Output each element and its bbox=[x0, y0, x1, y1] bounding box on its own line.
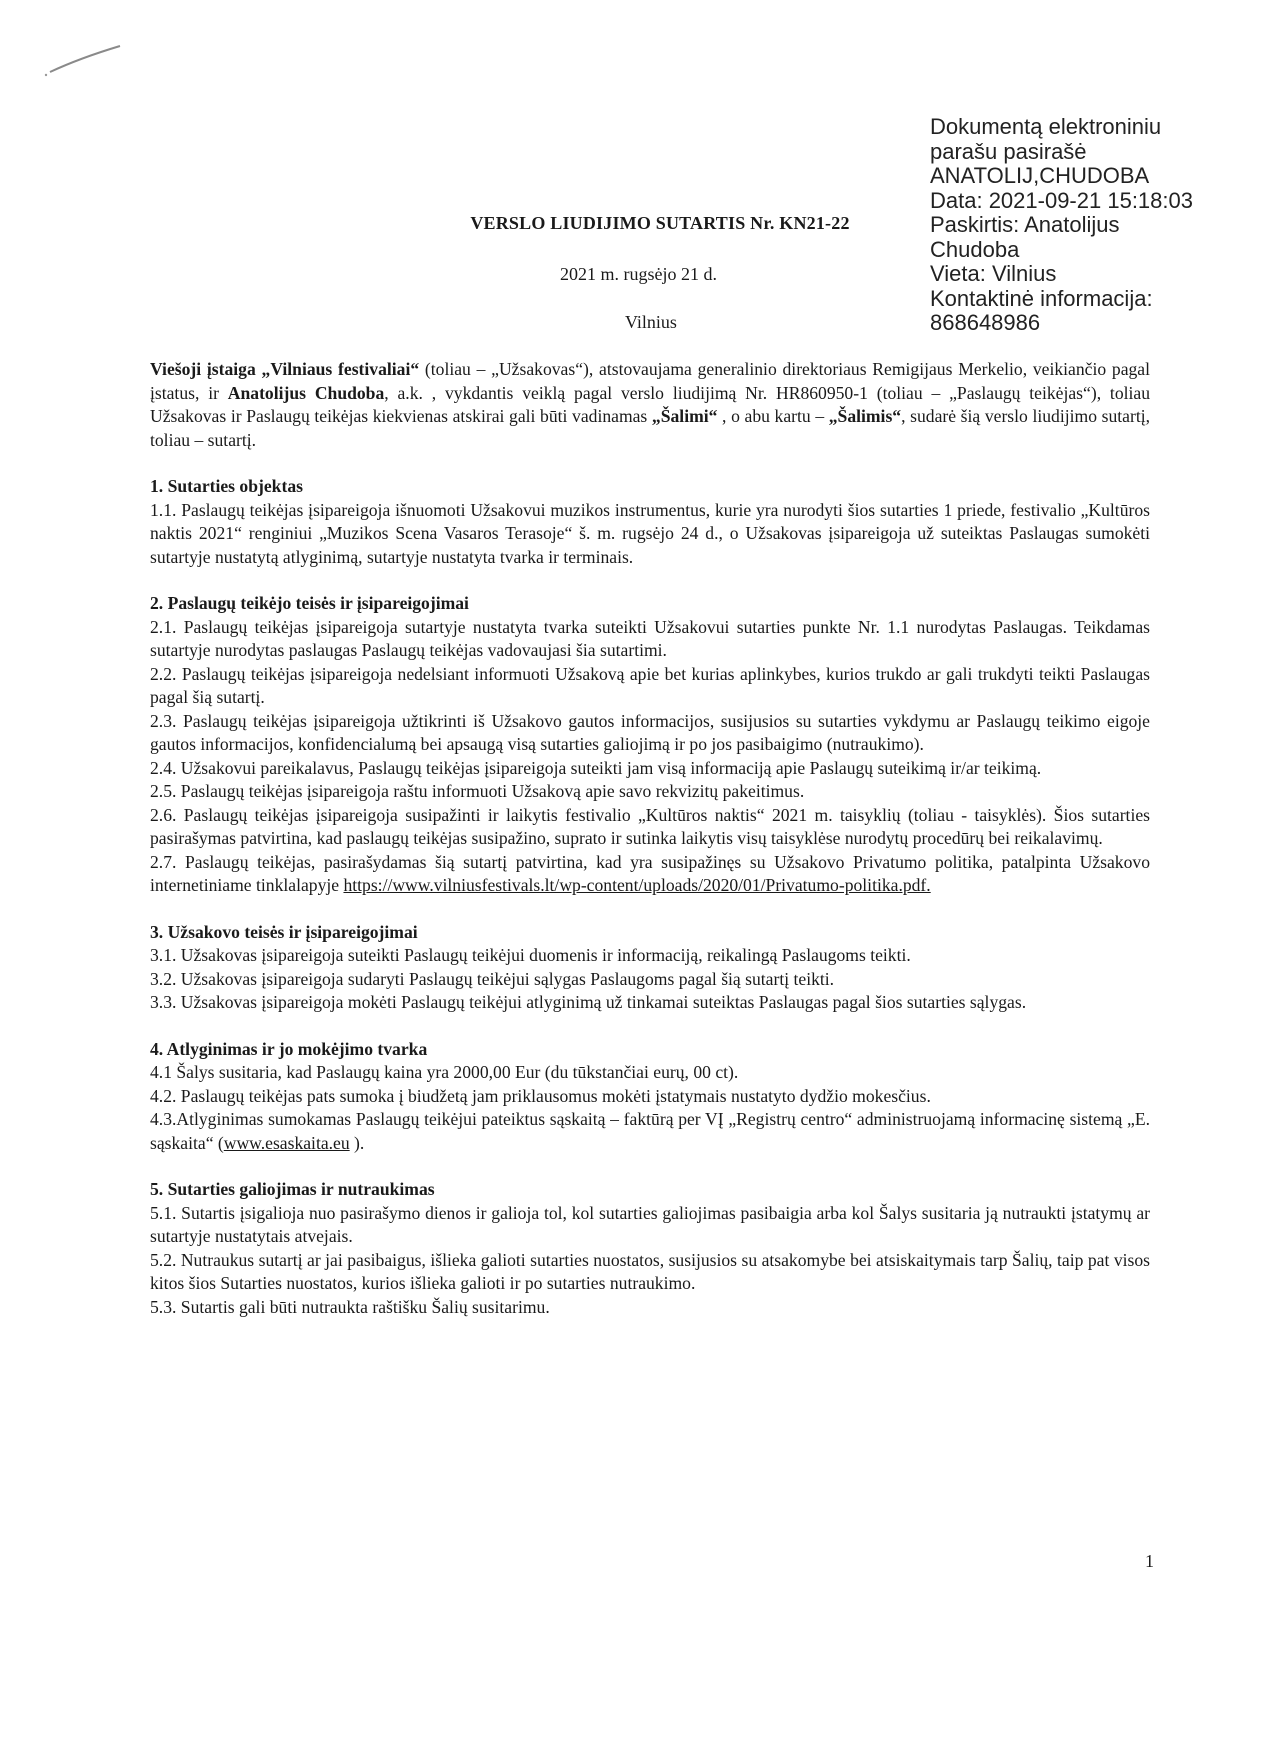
intro-text: , o abu kartu – bbox=[717, 406, 829, 426]
section-heading: 2. Paslaugų teikėjo teisės ir įsipareigojimai bbox=[150, 593, 469, 613]
stamp-line: Dokumentą elektroniniu bbox=[930, 114, 1162, 139]
privacy-policy-link[interactable]: https://www.vilniusfestivals.lt/wp-content/uploads/2020/01/Privatumo-politika.pdf. bbox=[343, 875, 931, 895]
clause: 2.1. Paslaugų teikėjas įsipareigoja sutartyje nustatyta tvarka suteikti Užsakovui sutarties punkte Nr. 1.1 nurodytas Paslaugas. Teikdamas sutartyje nurodytas paslaugas Paslaugų teikėjas vadovaujasi šia sutartimi. bbox=[150, 616, 1150, 660]
term-salimi: „Šalimi“ bbox=[651, 406, 718, 426]
section-heading: 1. Sutarties objektas bbox=[150, 476, 303, 496]
stamp-line: Chudoba bbox=[930, 236, 1020, 262]
clause-text: ). bbox=[349, 1132, 365, 1153]
document-date: 2021 m. rugsėjo 21 d. bbox=[560, 264, 717, 284]
clause: 3.3. Užsakovas įsipareigoja mokėti Paslaugų teikėjui atlyginimą už tinkamai suteiktas Paslaugas pagal šios sutarties sąlygas. bbox=[150, 992, 1027, 1012]
stamp-line: ANATOLIJ,CHUDOBA bbox=[930, 163, 1150, 188]
clause: 3.2. Užsakovas įsipareigoja sudaryti Paslaugų teikėjui sąlygas Paslaugoms pagal šią sutartį teikti. bbox=[150, 968, 835, 989]
clause: 4.2. Paslaugų teikėjas pats sumoka į biudžetą jam priklausomus mokėti įstatymais nustatyto dydžio mokesčius. bbox=[150, 1085, 931, 1106]
stamp-line: parašu pasirašė bbox=[930, 138, 1087, 164]
clause: 5.1. Sutartis įsigalioja nuo pasirašymo dienos ir galioja tol, kol sutarties galiojimas pasibaigia arba kol Šalys susitaria ją nutraukti įstatymų ar sutartyje nustatytais atvejais. bbox=[150, 1202, 1150, 1246]
document-city: Vilnius bbox=[625, 312, 677, 332]
section-heading: 3. Užsakovo teisės ir įsipareigojimai bbox=[150, 921, 418, 942]
stamp-line: 868648986 bbox=[930, 310, 1041, 335]
stamp-line: Paskirtis: Anatolijus bbox=[930, 212, 1120, 237]
clause: 2.4. Užsakovui pareikalavus, Paslaugų teikėjas įsipareigoja suteikti jam visą informaciją apie Paslaugų suteikimą ir/ar teikimą. bbox=[150, 757, 1042, 778]
clause: 2.6. Paslaugų teikėjas įsipareigoja susipažinti ir laikytis festivalio „Kultūros naktis“ 2021 m. taisyklių (toliau - taisyklės). Šios sutarties pasirašymas patvirtina, kad paslaugų teikėjas susipažino, suprato ir sutinka laikytis visų taisyklėse nurodytų procedūrų bei reikalavimų. bbox=[150, 804, 1150, 848]
stamp-line: Vieta: Vilnius bbox=[930, 261, 1057, 286]
e-signature-stamp bbox=[930, 115, 1240, 336]
clause: 2.3. Paslaugų teikėjas įsipareigoja užtikrinti iš Užsakovo gautos informacijos, susijusios su sutarties vykdymu ar Paslaugų teikimo eigoje gautos informacijos, konfidencialumą bei apsaugą visą sutarties galiojimą ir po jos pasibaigimo (nutraukimo). bbox=[150, 710, 1150, 754]
section-heading: 4. Atlyginimas ir jo mokėjimo tvarka bbox=[150, 1038, 428, 1059]
contract-body bbox=[150, 358, 1150, 1319]
page-number: 1 bbox=[1145, 1551, 1154, 1571]
section-heading: 5. Sutarties galiojimas ir nutraukimas bbox=[150, 1179, 435, 1199]
esaskaita-link[interactable]: www.esaskaita.eu bbox=[223, 1132, 350, 1153]
clause: 3.1. Užsakovas įsipareigoja suteikti Paslaugų teikėjui duomenis ir informaciją, reikalingą Paslaugoms teikti. bbox=[150, 945, 911, 965]
term-salimis: „Šalimis“ bbox=[828, 406, 902, 426]
clause: 2.5. Paslaugų teikėjas įsipareigoja raštu informuoti Užsakovą apie savo rekvizitų pakeitimus. bbox=[150, 781, 805, 801]
intro-paragraph bbox=[150, 358, 1150, 452]
clause: 4.1 Šalys susitaria, kad Paslaugų kaina yra 2000,00 Eur (du tūkstančiai eurų, 00 ct). bbox=[150, 1062, 739, 1082]
clause bbox=[150, 851, 1150, 898]
clause bbox=[150, 1108, 1150, 1155]
clause-text: 4.3.Atlyginimas sumokamas Paslaugų teikėjui pateiktus sąskaitą – faktūrą per VĮ „Registrų centro“ administruojamą informacinę sistemą „E. sąskaita“ ( bbox=[150, 1109, 1150, 1153]
intro-text: (toliau – „Užsakovas“), atstovaujama generalinio direktoriaus Remigijaus Merkelio, veikiančio pagal įstatus, ir bbox=[150, 359, 1151, 403]
clause: 1.1. Paslaugų teikėjas įsipareigoja išnuomoti Užsakovui muzikos instrumentus, kurie yra nurodyti šios sutarties 1 priede, festivalio „Kultūros naktis 2021“ renginiui „Muzikos Scena Vasaros Terasoje“ š. m. rugsėjo 24 d., o Užsakovas įsipareigoja už suteiktas Paslaugas sumokėti sutartyje nustatytą atlyginimą, sutartyje nustatyta tvarka ir terminais. bbox=[150, 499, 1150, 567]
clause: 5.3. Sutartis gali būti nutraukta raštišku Šalių susitarimu. bbox=[150, 1296, 550, 1317]
intro-text: , a.k. , vykdantis veiklą pagal verslo liudijimą Nr. HR860950-1 (toliau – „Paslaugų teikėjas“), toliau Užsakovas ir Paslaugų teikėjas kiekvienas atskirai gali būti vadinamas bbox=[150, 382, 1150, 426]
stamp-line: Data: 2021-09-21 15:18:03 bbox=[930, 187, 1193, 213]
clause: 2.2. Paslaugų teikėjas įsipareigoja nedelsiant informuoti Užsakovą apie bet kurias aplinkybes, kurios trukdo ar gali trukdyti teikti Paslaugas pagal šią sutartį. bbox=[150, 663, 1150, 707]
org-name: Viešoji įstaiga „Vilniaus festivaliai“ bbox=[150, 359, 420, 379]
pen-stroke-mark bbox=[40, 40, 130, 80]
clause-text: 2.7. Paslaugų teikėjas, pasirašydamas šią sutartį patvirtina, kad yra susipažinęs su Užsakovo Privatumo politika, patalpinta Užsakovo internetiniame tinklalapyje bbox=[150, 851, 1150, 895]
stamp-line: Kontaktinė informacija: bbox=[930, 285, 1153, 311]
intro-text: , sudarė šią verslo liudijimo sutartį, toliau – sutartį. bbox=[150, 406, 1150, 450]
clause: 5.2. Nutraukus sutartį ar jai pasibaigus, išlieka galioti sutarties nuostatos, susijusios su atsakomybe bei atsiskaitymais tarp Šalių, taip pat visos kitos šios Sutarties nuostatos, kurios išlieka galioti ir po sutarties nutraukimo. bbox=[150, 1249, 1150, 1293]
provider-name: Anatolijus Chudoba bbox=[227, 382, 385, 403]
document-title: VERSLO LIUDIJIMO SUTARTIS Nr. KN21-22 bbox=[470, 213, 850, 233]
